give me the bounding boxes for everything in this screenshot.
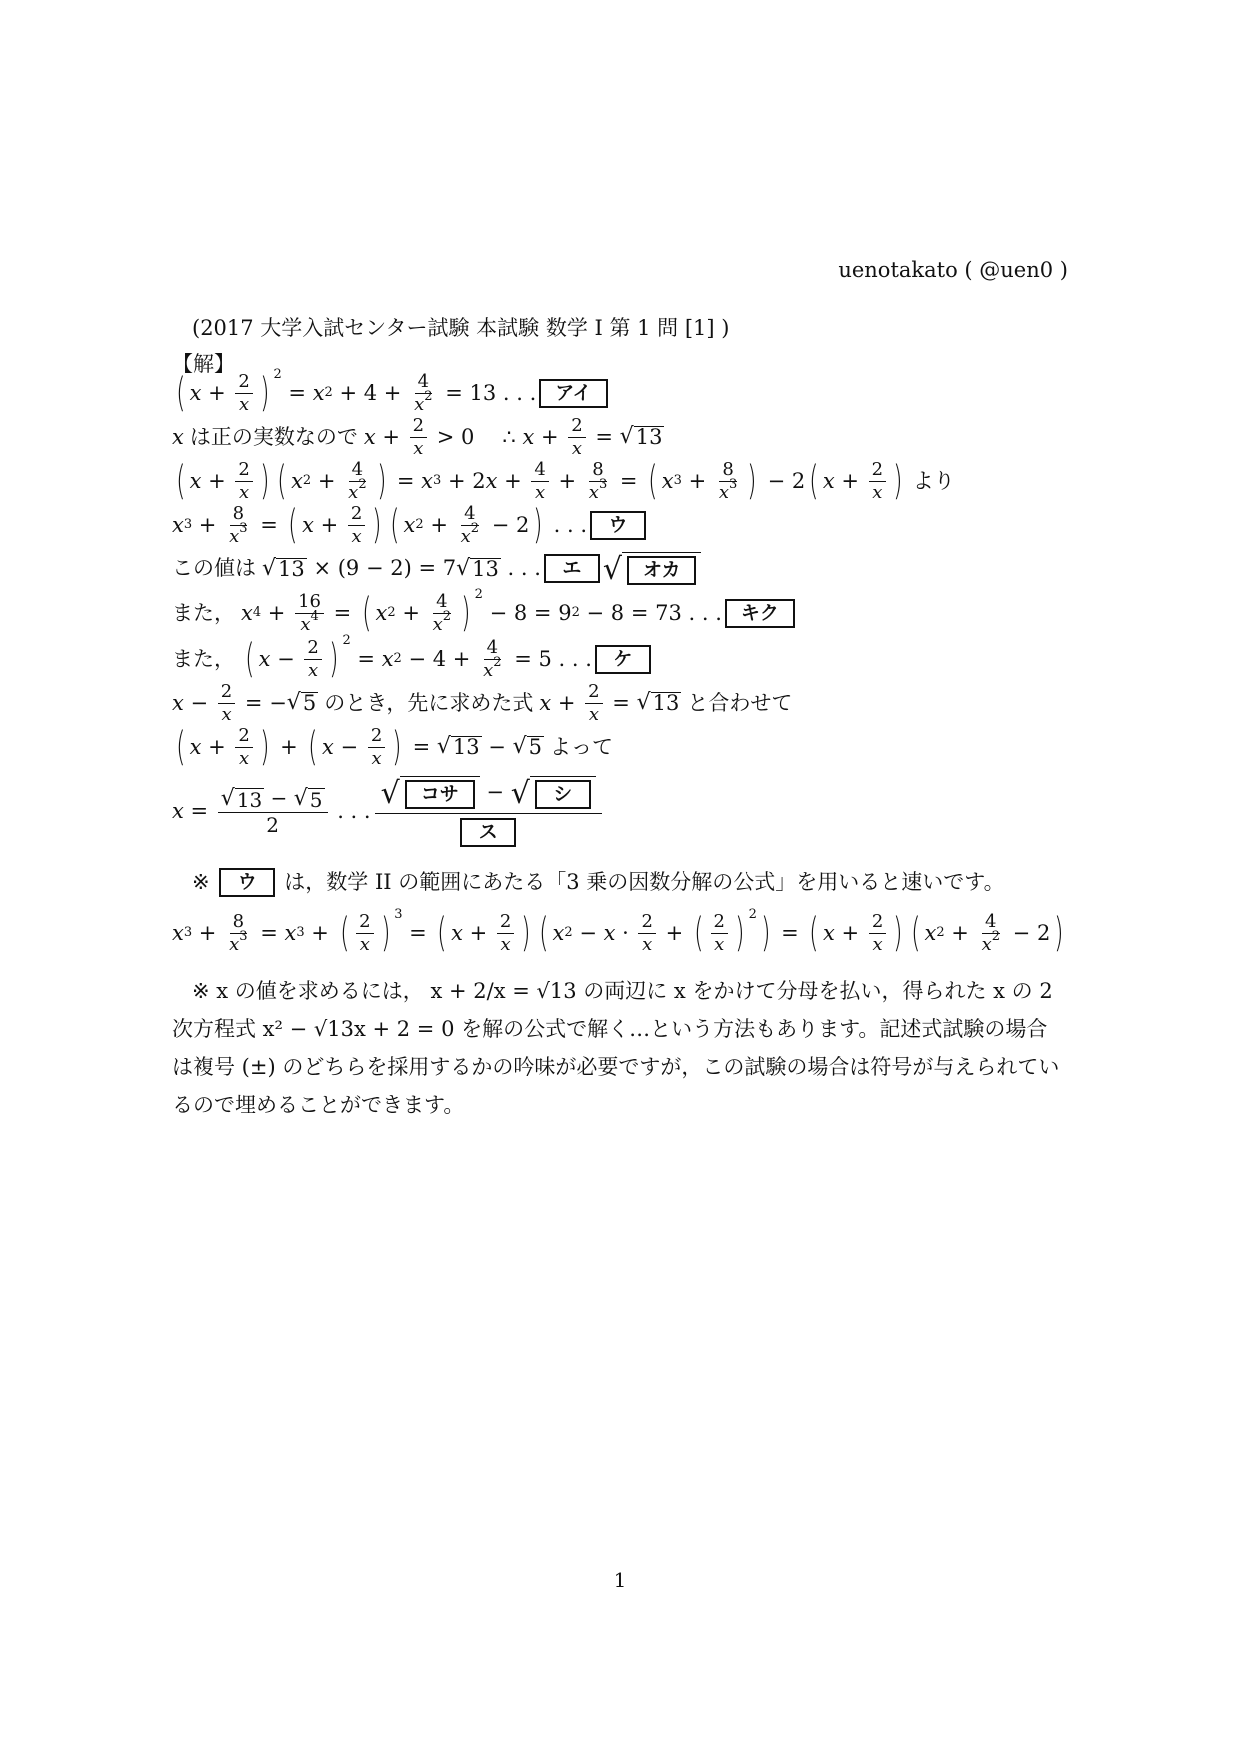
page-number: 1 (613, 1568, 627, 1592)
note-mark-1: ※ (192, 870, 210, 894)
solution-label: 【解】 (172, 352, 235, 376)
answer-box-oka: オカ (627, 556, 696, 585)
therefore-symbol: ∴ (502, 424, 516, 449)
equation-line-5: この値は √ 13 × (9 − 2) = 7 √ 13 . . . エ √ オカ (172, 552, 701, 585)
answer-box-ai: アイ (539, 379, 607, 408)
answer-box-u-ref: ウ (219, 868, 275, 897)
note-1-text: は，数学 II の範囲にあたる「3 乗の因数分解の公式」を用いると速いです。 (284, 870, 1005, 894)
equation-line-1: ( x + $\frac{2}{x}$ ) 2 = x 2 + 4 + $\frac{4}{x^2}$ = 13 . . . アイ (172, 372, 611, 415)
answer-box-su: ス (460, 818, 516, 847)
answer-box-kosa: コサ (405, 780, 475, 809)
answer-box-u: ウ (590, 511, 646, 540)
equation-line-7: また， ( x − $\frac{2}{x}$ ) 2 = x 2 − 4 + $\frac{4}{x^2}$ = 5 . . . ケ (172, 638, 654, 681)
problem-source: (2017 大学入試センター試験 本試験 数学 I 第 1 問 [1] ) (192, 316, 730, 340)
note-line-1 (192, 868, 1011, 897)
text-awasete: と合わせて (687, 690, 793, 715)
equation-line-11: x 3 + $\frac{8}{x^3}$ = x 3 + ( $\frac{2}{x}$ ) 3 = ( x + $\frac{2}{x}$ ) ( x 2 − x · $\frac{2}{x}$ + ( $\frac{2}{x}$ ) 2 ) = ( x + $\frac{2}{x}$ ) ( x 2 + $\frac{4}{x^2}$ − 2 ) (172, 907, 1064, 957)
answer-box-kiku: キク (725, 599, 795, 628)
answer-box-shi: シ (535, 780, 591, 809)
text-mata-2: また， (172, 646, 235, 671)
equation-line-4: x 3 + $\frac{8}{x^3}$ = ( x + $\frac{2}{x}$ ) ( x 2 + $\frac{4}{x^2}$ − 2 ) . . . ウ (172, 504, 649, 547)
text-konoatai: この値は (172, 556, 256, 580)
text-yotte: よって (549, 734, 613, 759)
equation-line-8: x − $\frac{2}{x}$ = − √ 5 のとき，先に求めた式 x + $\frac{2}{x}$ = √ 13 と合わせて (172, 681, 793, 725)
note-2-paragraph: ※ x の値を求めるには， x + 2/x = √13 の両辺に x をかけて分母を払い，得られた x の 2 次方程式 x² − √13x + 2 = 0 を解の公式で解く…という方法もあります。記述式試験の場合は複号 (±) のどちらを採用するかの吟味が必要ですが，この試験の場合は符号が与えられているので埋めることができます。 (172, 979, 1060, 1117)
equation-line-10: x = √ 13 − √ 5 2 . . . √ コサ − √ シ ス (172, 776, 606, 847)
author-credit: uenotakato ( @uen0 ) (838, 258, 1068, 282)
equation-line-6: また， x 4 + $\frac{16}{x^4}$ = ( x 2 + $\frac{4}{x^2}$ ) 2 − 8 = 9 2 − 8 = 73 . . . キク (172, 592, 798, 635)
equation-line-3: ( x + $\frac{2}{x}$ ) ( x 2 + $\frac{4}{x^2}$ ) = x 3 + 2 x + $\frac{4}{x}$ + $\frac{8}{x^3}$ = ( x 3 + $\frac{8}{x^3}$ ) − 2 ( x + $\frac{2}{x}$ ) より (176, 458, 955, 505)
answer-box-ke: ケ (595, 645, 651, 674)
text-positive: は正の実数なので (189, 424, 358, 449)
equation-line-9: ( x + $\frac{2}{x}$ ) + ( x − $\frac{2}{x}$ ) = √ 13 − √ 5 よって (176, 724, 613, 771)
answer-box-e: エ (544, 554, 600, 583)
text-yori: より (912, 468, 955, 493)
text-notoki: のとき，先に求めた式 (324, 690, 534, 715)
equation-line-2: x は正の実数なので x + $\frac{2}{x}$ > 0 ∴ x + $\frac{2}{x}$ = √ 13 (172, 415, 663, 459)
text-mata-1: また， (172, 600, 235, 625)
